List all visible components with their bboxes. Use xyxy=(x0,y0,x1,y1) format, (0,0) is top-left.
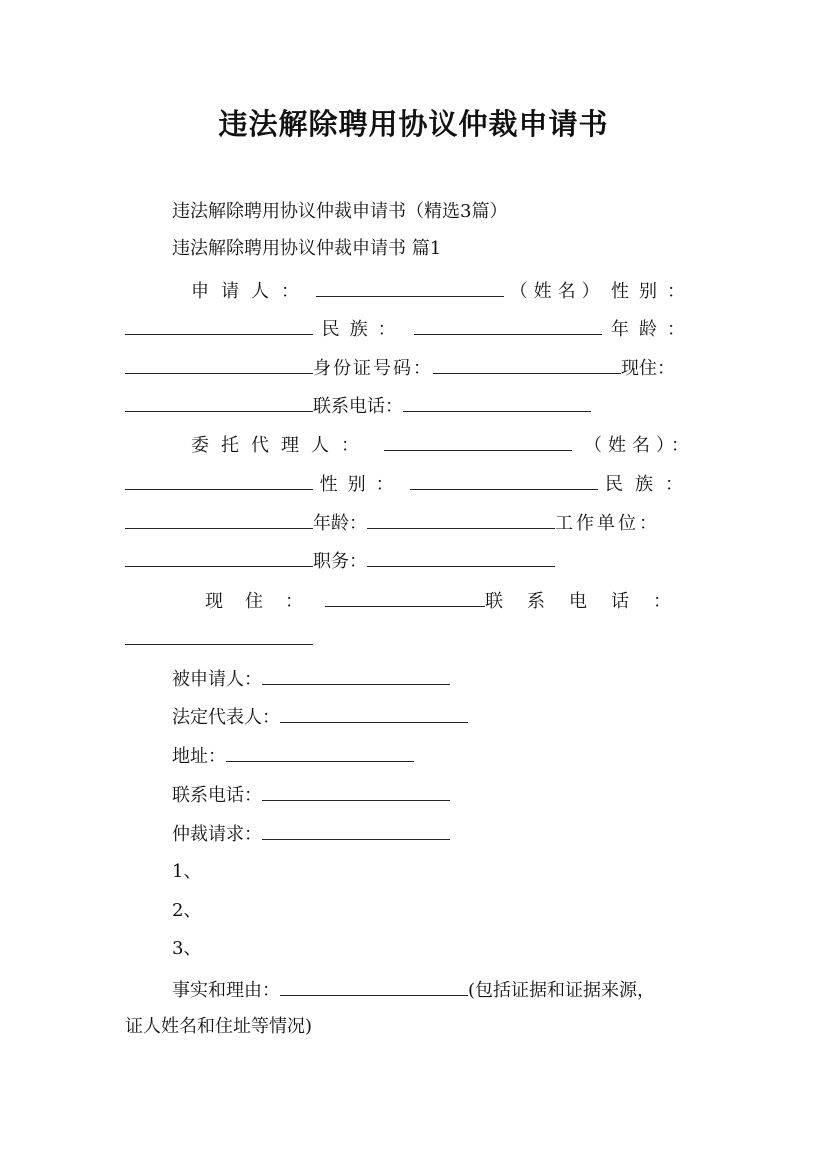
agent-address-blank[interactable] xyxy=(325,588,485,607)
respondent-label: 被申请人： xyxy=(172,669,262,690)
agent-age-blank[interactable] xyxy=(367,510,555,529)
agent-name-label: 委托代理人： xyxy=(191,435,371,456)
applicant-gender-label: 性别： xyxy=(610,281,695,302)
respondent-phone-label: 联系电话： xyxy=(172,785,262,806)
agent-phone-label: 联系电话： xyxy=(485,591,695,612)
applicant-ethnicity-blank[interactable] xyxy=(414,316,602,335)
applicant-id-label: 身份证号码： xyxy=(313,358,433,379)
applicant-name-hint: （姓名） xyxy=(509,281,606,302)
section-heading: 违法解除聘用协议仲裁申请书 篇1 xyxy=(172,238,442,259)
applicant-ethnicity-label: 民族： xyxy=(321,319,406,340)
claims-row xyxy=(125,821,742,847)
agent-workplace-blank[interactable] xyxy=(125,548,313,567)
document-title: 违法解除聘用协议仲裁申请书 xyxy=(218,107,609,141)
legal-rep-label: 法定代表人： xyxy=(172,707,280,728)
facts-row xyxy=(125,977,742,1003)
agent-ethnicity-blank[interactable] xyxy=(125,510,313,529)
respondent-row xyxy=(125,666,742,692)
applicant-phone-label: 联系电话： xyxy=(313,396,403,417)
applicant-ethnicity-row xyxy=(125,316,695,342)
claims-blank[interactable] xyxy=(262,821,450,840)
agent-prev-blank[interactable] xyxy=(125,471,313,490)
respondent-address-label: 地址： xyxy=(172,746,226,767)
applicant-id-row xyxy=(125,355,695,381)
agent-phone-row xyxy=(125,626,695,652)
respondent-phone-blank[interactable] xyxy=(262,782,450,801)
facts-note-1: (包括证据和证据来源， xyxy=(468,980,656,1001)
agent-ethnicity-label: 民族： xyxy=(604,474,695,495)
respondent-blank[interactable] xyxy=(262,666,450,685)
applicant-id-blank[interactable] xyxy=(433,355,621,374)
legal-rep-blank[interactable] xyxy=(280,704,468,723)
agent-gender-row xyxy=(125,471,695,497)
facts-note-2: 证人姓名和住址等情况) xyxy=(125,1016,313,1037)
applicant-name-label: 申请人： xyxy=(191,281,311,302)
agent-phone-blank[interactable] xyxy=(125,626,313,645)
agent-address-row xyxy=(125,588,695,614)
applicant-phone-blank[interactable] xyxy=(403,393,591,412)
agent-age-label: 年龄： xyxy=(313,513,367,534)
facts-label: 事实和理由： xyxy=(172,980,280,1001)
subtitle: 违法解除聘用协议仲裁申请书（精选3篇） xyxy=(172,201,508,222)
agent-workplace-label: 工作单位： xyxy=(555,513,660,534)
agent-position-row xyxy=(125,548,695,574)
applicant-name-blank[interactable] xyxy=(316,278,504,297)
applicant-address-blank[interactable] xyxy=(125,393,313,412)
claim-item-1: 1、 xyxy=(172,861,202,882)
claims-label: 仲裁请求： xyxy=(172,824,262,845)
claim-item-2: 2、 xyxy=(172,900,202,921)
agent-address-label: 现住： xyxy=(205,591,325,612)
agent-gender-blank[interactable] xyxy=(410,471,598,490)
applicant-address-label: 现住： xyxy=(621,358,675,379)
agent-position-label: 职务： xyxy=(313,551,367,572)
agent-name-hint: （姓名）： xyxy=(584,435,695,456)
applicant-phone-row xyxy=(125,393,695,419)
facts-blank[interactable] xyxy=(280,977,468,996)
agent-age-row xyxy=(125,510,695,536)
claim-item-3: 3、 xyxy=(172,938,202,959)
agent-name-row xyxy=(125,432,695,458)
applicant-age-blank[interactable] xyxy=(125,355,313,374)
respondent-phone-row xyxy=(125,782,742,808)
respondent-address-row xyxy=(125,743,742,769)
agent-name-blank[interactable] xyxy=(384,432,572,451)
respondent-address-blank[interactable] xyxy=(226,743,414,762)
legal-rep-row xyxy=(125,704,742,730)
applicant-name-row xyxy=(125,278,695,304)
applicant-age-label: 年龄： xyxy=(610,319,695,340)
applicant-gender-blank[interactable] xyxy=(125,316,313,335)
agent-position-blank[interactable] xyxy=(367,548,555,567)
agent-gender-label: 性别： xyxy=(319,474,404,495)
